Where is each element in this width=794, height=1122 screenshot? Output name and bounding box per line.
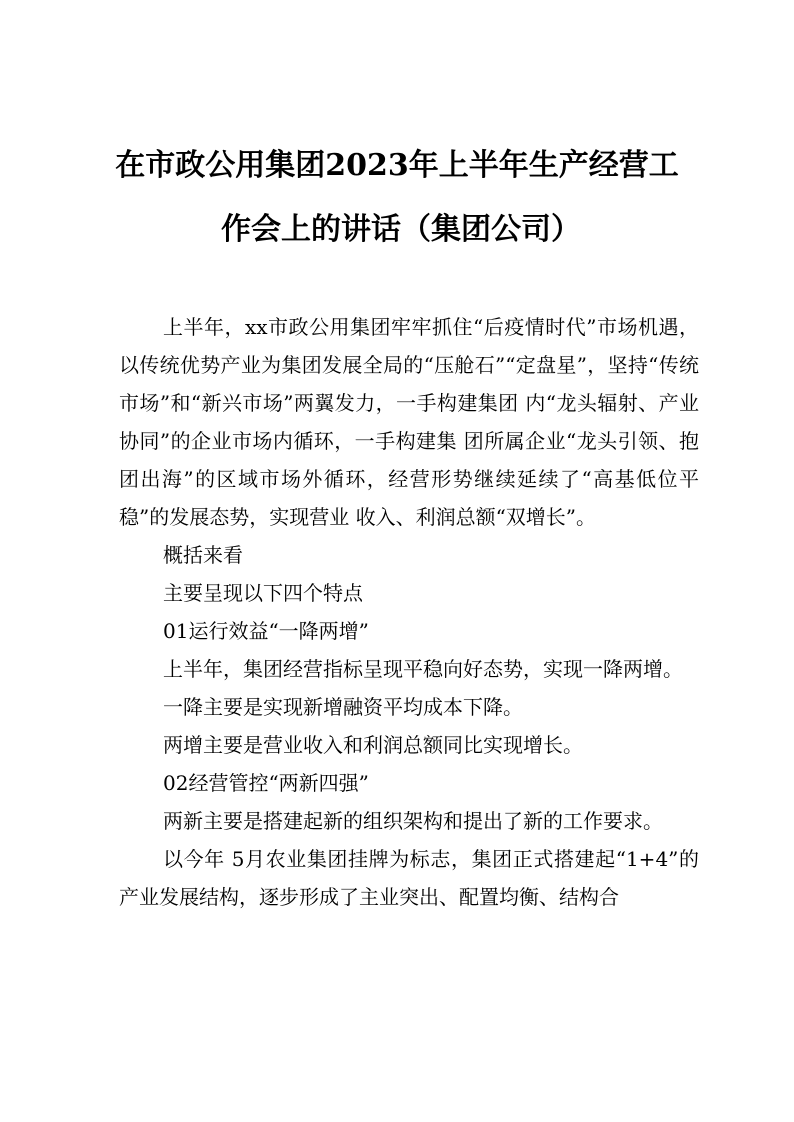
paragraph: 概括来看 [163,543,243,567]
paragraph: 以今年 5月农业集团挂牌为标志，集团正式搭建起“1+4”的产业发展结构，逐步形成了主业突出、配置均衡、结构合 [119,847,699,909]
paragraph: 上半年，集团经营指标呈现平稳向好态势，实现一降两增。 [163,657,683,681]
paragraph: 两增主要是营业收入和利润总额同比实现增长。 [163,733,583,757]
paragraph: 上半年，xx市政公用集团牢牢抓住“后疫情时代”市场机遇，以传统优势产业为集团发展全局的“压舱石”“定盘星”，坚持“传统市场”和“新兴市场”两翼发力，一手构建集团 内“龙头辐射、产业协同”的企业市场内循环，一手构建集 团所属企业“龙头引领、抱团出海”的区域市场外循环，经营形势继续延续了“高基低位平稳”的发展态势，实现营业 收入、利润总额“双增长”。 [119,315,699,529]
paragraph: 两新主要是搭建起新的组织架构和提出了新的工作要求。 [163,809,663,833]
section-heading: 01运行效益“一降两增” [163,619,369,643]
section-heading: 02经营管控“两新四强” [163,771,369,795]
document-title-line-2: 作会上的讲话（集团公司） [221,212,581,247]
paragraph: 主要呈现以下四个特点 [163,581,363,605]
document-title-line-1: 在市政公用集团2023年上半年生产经营工 [115,148,679,183]
paragraph: 一降主要是实现新增融资平均成本下降。 [163,695,523,719]
document-body [119,308,699,916]
